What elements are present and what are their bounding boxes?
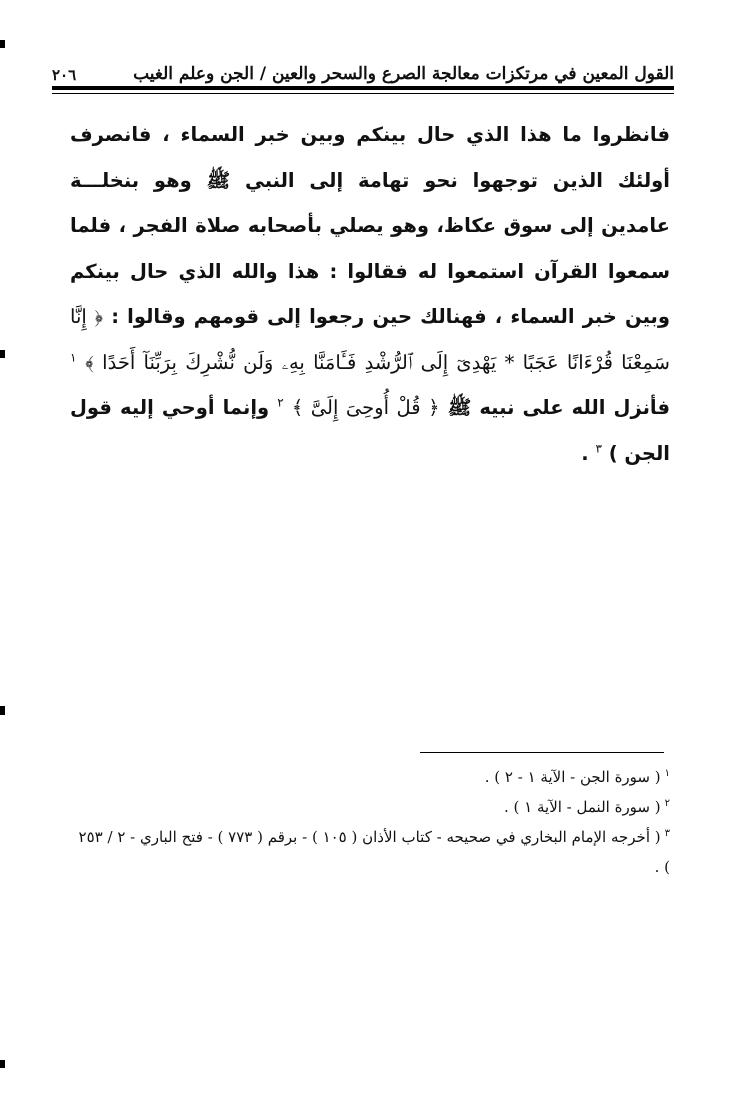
quran-quote-2: ﴿ قُلْ أُوحِىَ إِلَىَّ ﴾	[291, 396, 440, 419]
page-number: ٢٠٦	[52, 66, 77, 84]
main-text	[70, 112, 670, 476]
footnote-number: ٣	[664, 828, 670, 839]
footnote-3	[70, 822, 670, 882]
footnote-text: ( أخرجه الإمام البخاري في صحيحه - كتاب الأذان ( ١٠٥ ) - برقم ( ٧٧٣ ) - فتح الباري - ٢ / ٢٥٣ ) .	[78, 828, 670, 876]
text-segment-end: .	[581, 441, 589, 465]
text-segment-2: فأنزل الله على نبيه ﷺ	[447, 396, 670, 419]
footnote-text: ( سورة الجن - الآية ١ - ٢ ) .	[484, 768, 661, 786]
scan-mark	[0, 1060, 5, 1068]
footnote-ref-1[interactable]: ١	[70, 350, 77, 364]
quran-quote-1: ﴿ إِنَّا سَمِعْنَا قُرْءَانًا عَجَبًا * يَهْدِىٓ إِلَى ٱلرُّشْدِ فَـَٔامَنَّا بِهِۦ وَلَن نُّشْرِكَ بِرَبِّنَآ أَحَدًا ﴾	[70, 305, 670, 374]
text-segment-3: وإنما أوحي إليه قول الجن )	[70, 396, 670, 465]
scan-mark	[0, 350, 5, 358]
footnote-1	[70, 762, 670, 792]
footnote-2	[70, 792, 670, 822]
page-header	[52, 48, 674, 84]
text-segment-1: فانظروا ما هذا الذي حال بينكم وبين خبر السماء ، فانصرف أولئك الذين توجهوا نحو تهامة إلى النبي ﷺ وهو بنخلـــة عامدين إلى سوق عكاظ، وهو يصلي بأصحابه صلاة الفجر ، فلما سمعوا القرآن استمعوا له فقالوا : هذا والله الذي حال بينكم وبين خبر السماء ، فهنالك حين رجعوا إلى قومهم وقالوا :	[70, 123, 670, 328]
running-title: القول المعين في مرتكزات معالجة الصرع والسحر والعين / الجن وعلم الغيب	[133, 64, 674, 84]
scan-mark	[0, 706, 5, 715]
header-rule-thick	[52, 86, 674, 90]
footnote-text: ( سورة النمل - الآية ١ ) .	[503, 798, 661, 816]
footnotes	[70, 762, 670, 882]
footnote-ref-3[interactable]: ٣	[595, 441, 602, 455]
footnote-separator	[420, 752, 664, 753]
footnote-ref-2[interactable]: ٢	[277, 395, 284, 410]
scan-mark	[0, 40, 5, 48]
footnote-number: ٢	[664, 798, 670, 809]
footnote-number: ١	[664, 768, 670, 779]
header-rule-thin	[52, 93, 674, 94]
